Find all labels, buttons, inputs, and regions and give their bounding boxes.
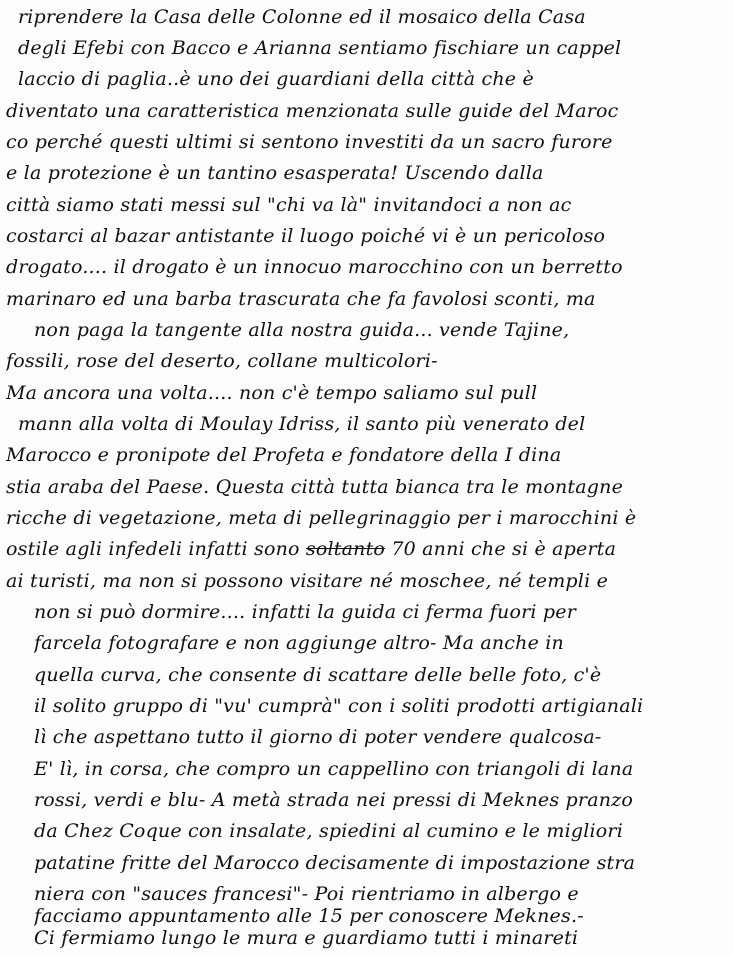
text-line-with-strikethrough [6,532,728,566]
text-line: drogato.... il drogato è un innocuo marocchino con un berretto [6,256,623,278]
text-line: Ci fermiamo lungo le mura e guardiamo tutti i minareti [34,927,579,949]
text-line: riprendere la Casa delle Colonne ed il mosaico della Casa [18,6,586,28]
text-line: degli Efebi con Bacco e Arianna sentiamo fischiare un cappel [18,37,622,59]
text-line: quella curva, che consente di scattare delle belle foto, c'è [34,664,602,686]
text-line: ai turisti, ma non si possono visitare né moschee, né templi e [6,570,609,592]
text-line: non si può dormire.... infatti la guida ci ferma fuori per [34,601,577,623]
text-line: il solito gruppo di "vu' cumprà" con i soliti prodotti artigianali [34,695,644,717]
text-line: Ma ancora una volta.... non c'è tempo saliamo sul pull [6,382,538,404]
text-line: laccio di paglia..è uno dei guardiani della città che è [18,68,534,90]
text-line: città siamo stati messi sul "chi va là" invitandoci a non ac [6,194,572,216]
text-line: Marocco e pronipote del Profeta e fondatore della I dina [6,444,562,466]
text-line: patatine fritte del Marocco decisamente di impostazione stra [34,852,636,874]
text-line: lì che aspettano tutto il giorno di poter vendere qualcosa- [34,726,602,748]
text-segment: ostile agli infedeli infatti sono [6,538,300,560]
text-line: E' lì, in corsa, che compro un cappellino con triangoli di lana [34,758,634,780]
text-line: facciamo appuntamento alle 15 per conoscere Meknes.- [34,905,584,927]
text-line: rossi, verdi e blu- A metà strada nei pressi di Meknes pranzo [34,789,634,811]
text-line: costarci al bazar antistante il luogo poiché vi è un pericoloso [6,225,606,247]
text-line: niera con "sauces francesi"- Poi rientriamo in albergo e [34,883,579,905]
text-line: non paga la tangente alla nostra guida... vende Tajine, [34,319,570,341]
text-line: marinaro ed una barba trascurata che fa favolosi sconti, ma [6,288,596,310]
struck-out-word: soltanto [305,538,386,560]
text-line: e la protezione è un tantino esasperata! Uscendo dalla [6,162,544,184]
text-line: stia araba del Paese. Questa città tutta bianca tra le montagne [6,476,624,498]
text-line: da Chez Coque con insalate, spiedini al cumino e le migliori [34,820,623,842]
text-line: co perché questi ultimi si sentono investiti da un sacro furore [6,131,613,153]
text-line: fossili, rose del deserto, collane multicolori- [6,350,438,372]
text-line: ricche di vegetazione, meta di pellegrinaggio per i marocchini è [6,507,637,529]
text-segment: 70 anni che si è aperta [391,538,617,560]
text-line: farcela fotografare e non aggiunge altro- Ma anche in [34,632,564,654]
text-line: mann alla volta di Moulay Idriss, il santo più venerato del [18,413,586,435]
text-line: diventato una caratteristica menzionata sulle guide del Maroc [6,100,619,122]
